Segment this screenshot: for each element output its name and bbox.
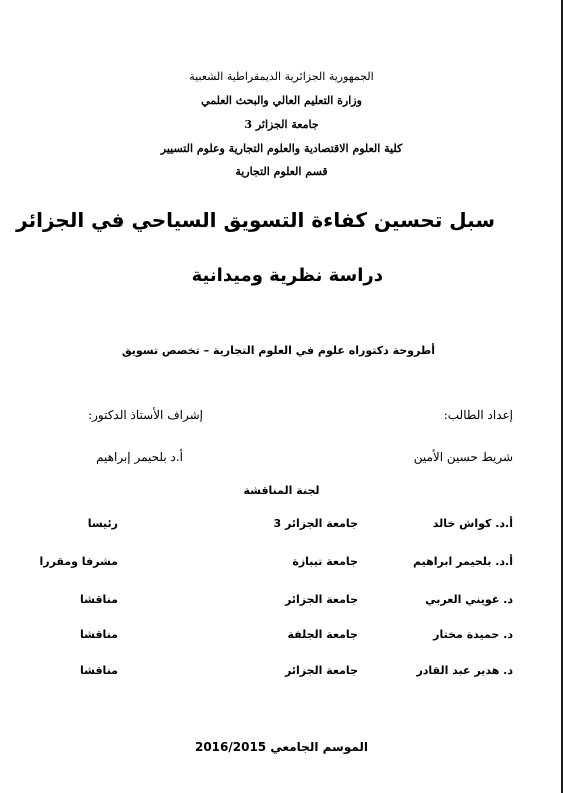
committee-member-name: د. غويني العربي [425, 593, 513, 606]
committee-member-university: جامعة الجزائر [285, 593, 358, 606]
committee-member-name: د. حميدة مختار [433, 628, 513, 641]
committee-member-role: رئيسا [87, 517, 118, 530]
header-faculty: كلية العلوم الاقتصادية والعلوم التجارية وعلوم التسيير [160, 142, 403, 155]
committee-member-name: د. هدير عبد القادر [416, 664, 513, 677]
supervisor-name: أ.د بلحيمر إبراهيم [96, 450, 183, 464]
committee-row [0, 517, 563, 535]
committee-title: لجنة المناقشة [243, 484, 320, 497]
header-department: قسم العلوم التجارية [235, 165, 328, 178]
academic-year: الموسم الجامعي 2016/2015 [194, 740, 369, 754]
committee-member-role: مناقشا [80, 664, 118, 677]
supervisor-label: إشراف الأستاذ الدكتور: [88, 408, 203, 422]
header-university: جامعة الجزائر 3 [244, 118, 319, 131]
committee-row [0, 664, 563, 682]
thesis-type: أطروحة دكتوراه علوم في العلوم التجارية – تخصص تسويق [121, 344, 435, 357]
student-name: شريط حسين الأمين [413, 450, 513, 464]
committee-member-name: أ.د. بلحيمر ابراهيم [413, 555, 513, 568]
committee-member-name: أ.د. كواش خالد [432, 517, 513, 530]
committee-member-role: مناقشا [80, 593, 118, 606]
header-ministry: وزارة التعليم العالي والبحث العلمي [201, 94, 362, 107]
thesis-subtitle: دراسة نظرية وميدانية [191, 265, 383, 286]
committee-member-role: مناقشا [80, 628, 118, 641]
committee-member-university: جامعة الجزائر [285, 664, 358, 677]
committee-member-university: جامعة تيبازة [292, 555, 358, 568]
committee-row [0, 555, 563, 573]
header-republic: الجمهورية الجزائرية الديمقراطية الشعبية [189, 70, 374, 83]
thesis-title: سبل تحسين كفاءة التسويق السياحي في الجزائر [16, 208, 495, 232]
committee-member-role: مشرفا ومقررا [39, 555, 118, 568]
committee-row [0, 593, 563, 611]
committee-member-university: جامعة الجلفة [287, 628, 358, 641]
prepared-by-label: إعداد الطالب: [443, 408, 513, 422]
committee-member-university: جامعة الجزائر 3 [273, 517, 358, 530]
committee-row [0, 628, 563, 646]
